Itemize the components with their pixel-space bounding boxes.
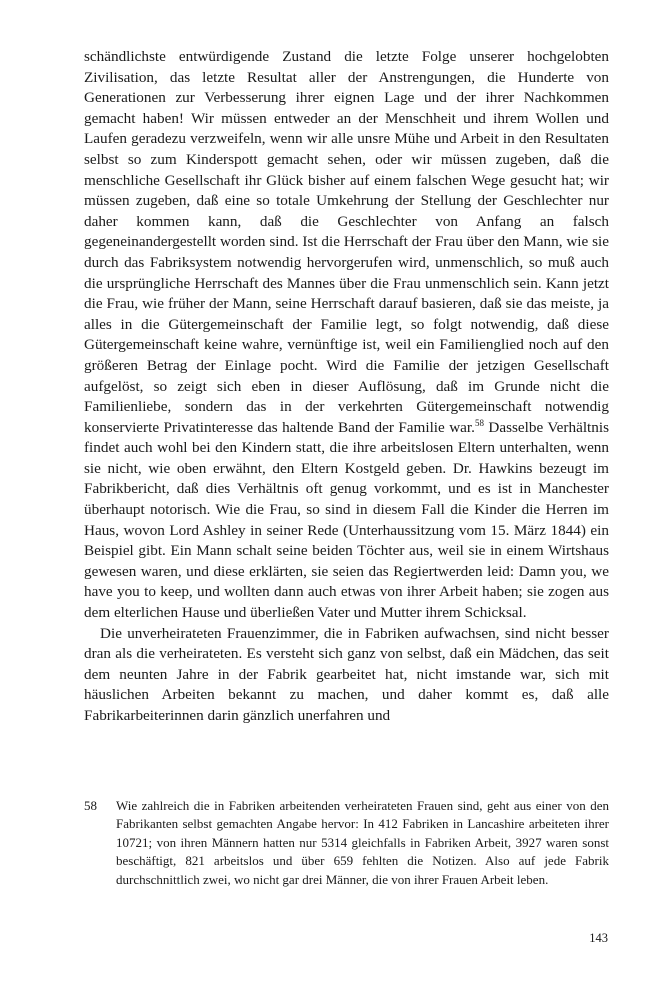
main-text bbox=[84, 47, 609, 727]
paragraph-1-text-b: Dasselbe Verhältnis findet auch wohl bei den Kindern statt, die ihre arbeitslosen Eltern unterhalten, wenn sie nicht, wie oben erwähnt, den Eltern Kostgeld geben. Dr. Hawkins bezeugt im Fabrikbericht, daß dies Verhältnis oft genug vorkommt, und es ist in Manchester überhaupt notorisch. Wie die Frau, so sind in diesem Fall die Kinder die Herren im Haus, wovon Lord Ashley in seiner Rede (Unterhaussitzung vom 15. März 1844) ein Beispiel gibt. Ein Mann schalt seine beiden Töchter aus, weil sie in einem Wirtshaus gewesen waren, und diese erklärten, sie seien das Regiertwerden leid: Damn you, we have you to keep, und wollten dann auch etwas von ihrer Arbeit haben; sie zogen aus dem elterlichen Hause und überließen Vater und Mutter ihrem Schicksal. bbox=[84, 418, 609, 622]
paragraph-2: Die unverheirateten Frauenzimmer, die in Fabriken aufwachsen, sind nicht besser dran als die verheirateten. Es versteht sich ganz von selbst, daß ein Mädchen, das seit dem neunten Jahre in der Fabrik gearbeitet hat, nicht imstande war, sich mit häuslichen Arbeiten bekannt zu machen, und daher kommt es, daß alle Fabrikarbeiterinnen darin gänzlich unerfahren und bbox=[84, 624, 609, 724]
footnote-number: 58 bbox=[84, 798, 97, 813]
footnote-text: Wie zahlreich die in Fabriken arbeitenden verheirateten Frauen sind, geht aus einer von den Fabrikanten selbst gemachten Angabe hervor: In 412 Fabriken in Lancashire arbeiteten ihrer 10721; von ihren Männern hatten nur 5314 gleichfalls in Fabriken Arbeit, 3927 waren sonst beschäftigt, 821 arbeitslos und über 659 fehlten die Notizen. Also auf jede Fabrik durchschnittlich zwei, wo nicht gar drei Männer, die von ihrer Frauen Arbeit leben. bbox=[116, 798, 609, 887]
paragraph-1 bbox=[84, 47, 609, 624]
footnote bbox=[84, 797, 609, 889]
page-number: 143 bbox=[589, 931, 608, 945]
footnote-reference[interactable]: 58 bbox=[474, 417, 484, 428]
paragraph-1-text-a: schändlichste entwürdigende Zustand die letzte Folge unserer hochgelobten Zivilisation, das letzte Resultat aller der Anstrengungen, die Hunderte von Generationen zur Verbesserung ihrer eignen Lage und der ihrer Nachkommen gemacht haben! Wir müssen entweder an der Menschheit und ihrem Wollen und Laufen geradezu verzweifeln, wenn wir alle unsre Mühe und Arbeit in den Resultaten selbst so zum Kinderspott gemacht sehen, oder wir müssen zugeben, daß die menschliche Gesellschaft ihr Glück bisher auf einem falschen Wege gesucht hat; wir müssen zugeben, daß eine so totale Umkehrung der Stellung der Geschlechter nur daher kommen kann, daß die Geschlechter von Anfang an falsch gegeneinandergestellt worden sind. Ist die Herrschaft der Frau über den Mann, wie sie durch das Fabriksystem notwendig hervorgerufen wird, unmenschlich, so muß auch die ursprüngliche Herrschaft des Mannes über die Frau unmenschlich sein. Kann jetzt die Frau, wie früher der Mann, seine Herrschaft darauf basieren, daß sie das meiste, ja alles in die Gütergemeinschaft der Familie legt, so folgt notwendig, daß diese Gütergemeinschaft keine wahre, vernünftige ist, weil ein Familienglied noch auf den größeren Betrag der Einlage pocht. Wird die Familie der jetzigen Gesellschaft aufgelöst, so zeigt sich eben in dieser Auflösung, daß im Grunde nicht die Familienliebe, sondern das in der verkehrten Gütergemeinschaft notwendig konservierte Privatinteresse das haltende Band der Familie war. bbox=[84, 48, 609, 436]
